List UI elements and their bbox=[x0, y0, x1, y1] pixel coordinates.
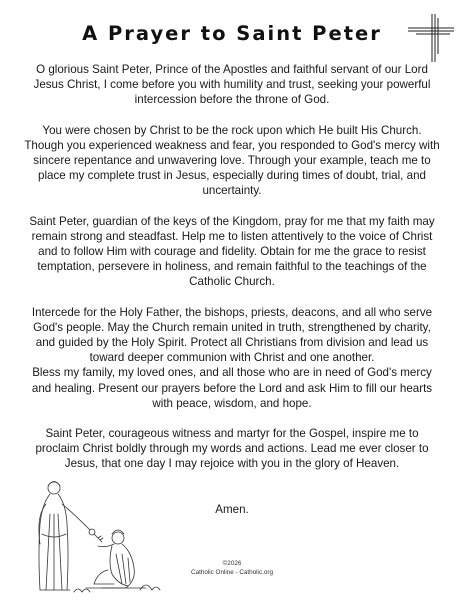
prayer-paragraph: Intercede for the Holy Father, the bishops, priests, deacons, and all who serve God's people. May the Church remain united in truth, strengthened by charity, and guided by the Holy Spirit. Protect all Christians from division and lead us toward deeper communion with Christ and one another. bbox=[31, 305, 433, 365]
jesus-and-peter-illustration bbox=[24, 474, 184, 596]
prayer-body bbox=[24, 62, 440, 487]
closing-amen: Amen. bbox=[215, 503, 249, 516]
prayer-paragraph: Saint Peter, courageous witness and martyr for the Gospel, inspire me to proclaim Christ boldly through my words and actions. Lead me ever closer to Jesus, that one day I may rejoice with you in the glory of Heaven. bbox=[35, 427, 429, 471]
copyright-text: ©2026 bbox=[222, 560, 242, 567]
prayer-paragraph: You were chosen by Christ to be the rock upon which He built His Church. Though you experienced weakness and fear, you responded to God's mercy with sincere repentance and unwavering love. Through your example, teach me to place my complete trust in Jesus, especially during times of doubt, trial, and uncertainty. bbox=[24, 123, 440, 198]
page-footer bbox=[0, 560, 464, 577]
page-title: A Prayer to Saint Peter bbox=[82, 22, 382, 45]
credit-text: Catholic Online - Catholic.org bbox=[191, 568, 273, 576]
prayer-paragraph: Saint Peter, guardian of the keys of the Kingdom, pray for me that my faith may remain strong and steadfast. Help me to listen attentively to the voice of Christ and to follow Him with courage and fidelity. Obtain for me the grace to resist temptation, persevere in holiness, and remain faithful to the teachings of the Catholic Church. bbox=[29, 214, 435, 289]
prayer-paragraph: Bless my family, my loved ones, and all those who are in need of God's mercy and healing. Present our prayers before the Lord and ask Him to fill our hearts with peace, wisdom, and hope. bbox=[31, 366, 433, 410]
prayer-paragraph: O glorious Saint Peter, Prince of the Apostles and faithful servant of our Lord Jesus Christ, I come before you with humility and trust, seeking your powerful intercession before the throne of God. bbox=[33, 63, 431, 107]
